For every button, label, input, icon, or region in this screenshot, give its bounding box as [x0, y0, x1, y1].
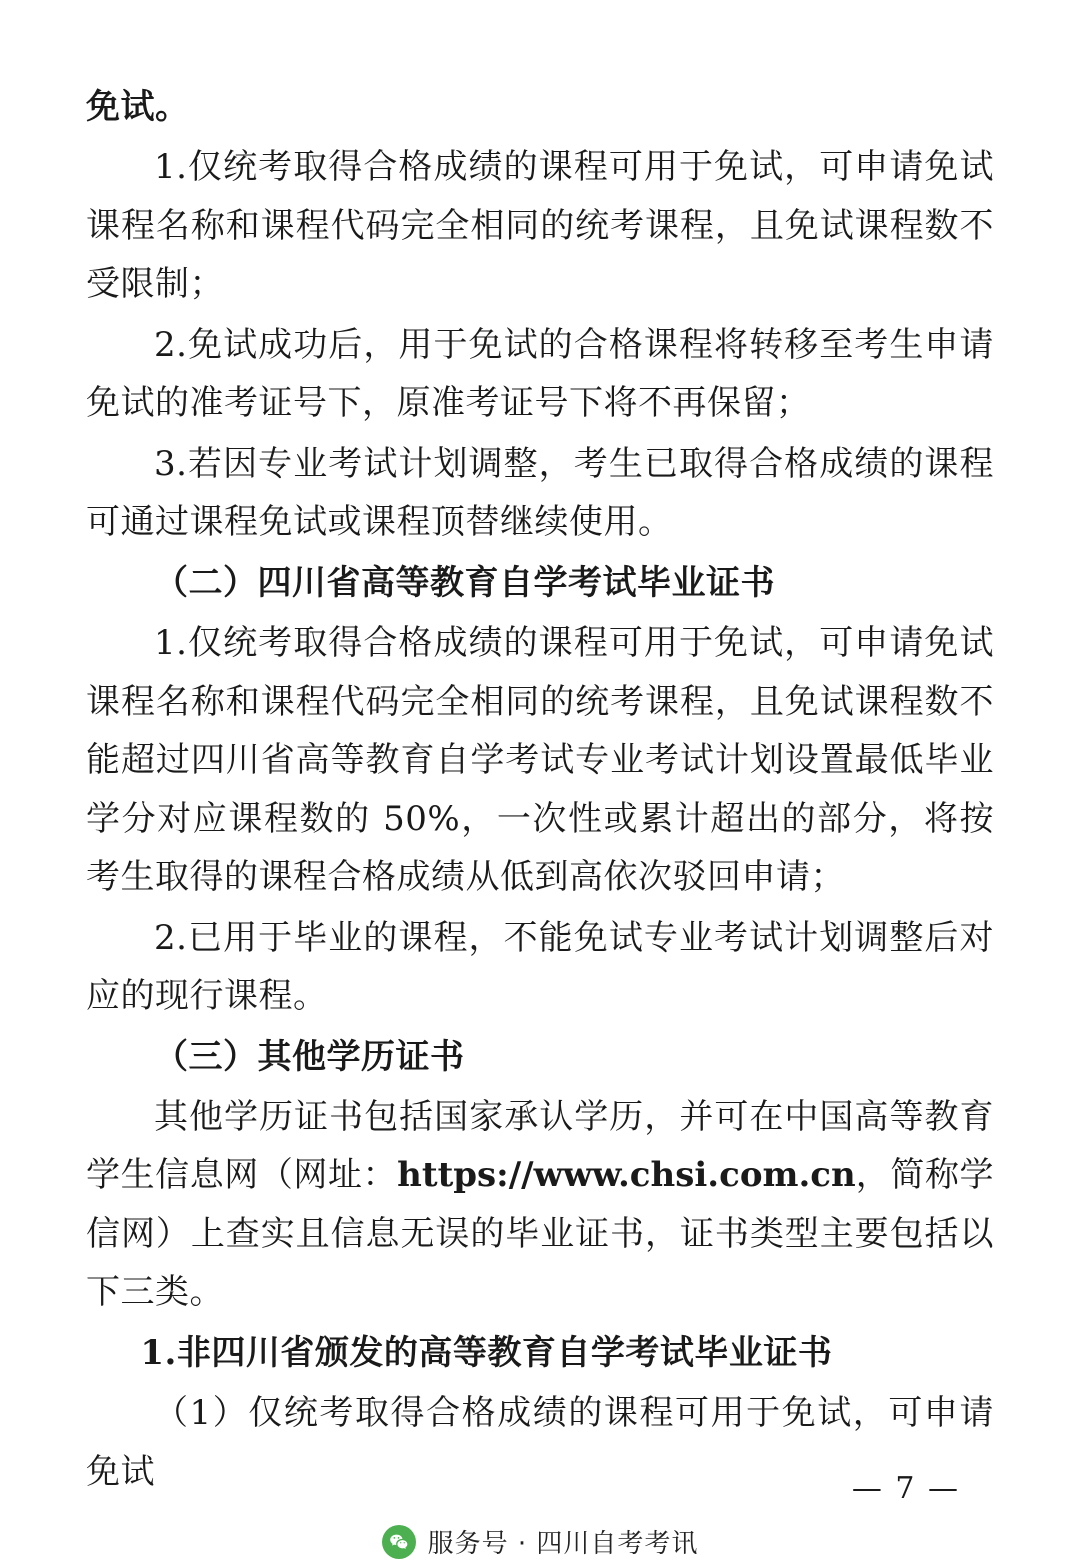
paragraph-heading-mianshi: 免试。	[86, 87, 190, 127]
paragraph-item-2: 2.免试成功后，用于免试的合格课程将转移至考生申请免试的准考证号下，原准考证号下将不再保留；	[86, 324, 994, 424]
page-number: — 7 —	[851, 1471, 960, 1506]
paragraph-other-credentials-text-after: ，简称学信网）上查实且信息无误的毕业证书，证书类型主要包括以下三类。	[86, 1155, 995, 1313]
section-heading-two: （二）四川省高等教育自学考试毕业证书	[154, 562, 775, 603]
footer-brand	[0, 1523, 1080, 1560]
document-body	[86, 78, 994, 1501]
section-heading-three: （三）其他学历证书	[154, 1036, 465, 1077]
paragraph-section-two-item-2: 2.已用于毕业的课程，不能免试专业考试计划调整后对应的现行课程。	[86, 917, 994, 1017]
footer-brand-label: 服务号 · 四川自考考讯	[427, 1529, 699, 1559]
paragraph-subsection-one-item-1: （1）仅统考取得合格成绩的课程可用于免试，可申请免试	[86, 1393, 994, 1492]
paragraph-other-credentials	[86, 1088, 994, 1322]
paragraph-other-credentials-text-before: 其他学历证书包括国家承认学历，并可在中国高等教育学生信息网（网址：	[86, 1096, 994, 1196]
paragraph-item-3: 3.若因专业考试计划调整，考生已取得合格成绩的课程可通过课程免试或课程顶替继续使用。	[86, 443, 994, 543]
wechat-icon	[382, 1525, 416, 1559]
subsection-heading-one: 1.非四川省颁发的高等教育自学考试毕业证书	[140, 1332, 833, 1373]
paragraph-section-two-item-1: 1.仅统考取得合格成绩的课程可用于免试，可申请免试课程名称和课程代码完全相同的统考课程，且免试课程数不能超过四川省高等教育自学考试专业考试计划设置最低毕业学分对应课程数的 50%，一次性或累计超出的部分，将按考生取得的课程合格成绩从低到高依次驳回申请；	[86, 623, 994, 898]
chsi-website-link[interactable]: https://www.chsi.com.cn	[397, 1155, 856, 1196]
paragraph-item-1: 1.仅统考取得合格成绩的课程可用于免试，可申请免试课程名称和课程代码完全相同的统考课程，且免试课程数不受限制；	[86, 147, 994, 305]
